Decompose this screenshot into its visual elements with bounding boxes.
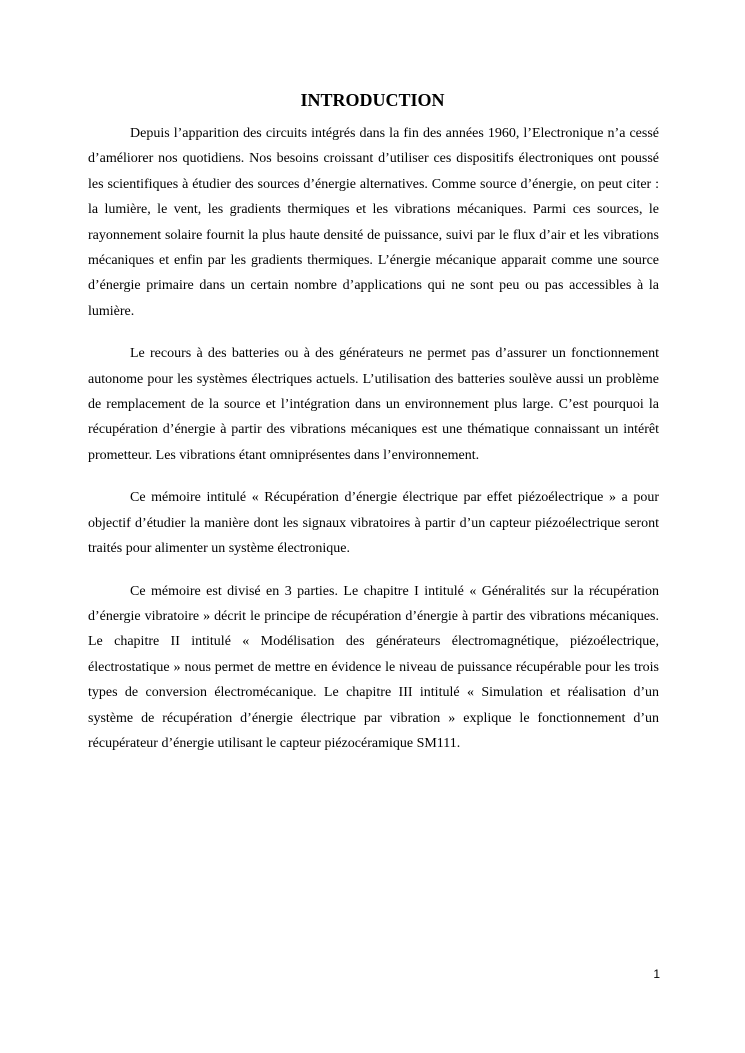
- page-title: INTRODUCTION: [300, 90, 445, 110]
- page-number: 1: [653, 967, 660, 981]
- paragraph-4: Ce mémoire est divisé en 3 parties. Le chapitre I intitulé « Généralités sur la récupération d’énergie vibratoire » décrit le principe de récupération d’énergie à partir des vibrations mécaniques. Le chapitre II intitulé « Modélisation des générateurs électromagnétique, piézoélectrique, électrostatique » nous permet de mettre en évidence le niveau de puissance récupérable pour les trois types de conversion électromécanique. Le chapitre III intitulé « Simulation et réalisation d’un système de récupération d’énergie électrique par vibration » explique le fonctionnement d’un récupérateur d’énergie utilisant le capteur piézocéramique SM111.: [88, 583, 659, 751]
- paragraph-1: Depuis l’apparition des circuits intégrés dans la fin des années 1960, l’Electronique n’a cessé d’améliorer nos quotidiens. Nos besoins croissant d’utiliser ces dispositifs électroniques ont poussé les scientifiques à étudier des sources d’énergie alternatives. Comme source d’énergie, on peut citer : la lumière, le vent, les gradients thermiques et les vibrations mécaniques. Parmi ces sources, le rayonnement solaire fournit la plus haute densité de puissance, suivi par le flux d’air et les vibrations mécaniques et enfin par les gradients thermiques. L’énergie mécanique apparait comme une source d’énergie primaire dans un certain nombre d’applications qui ne sont peu ou pas accessibles à la lumière.: [88, 126, 659, 319]
- paragraph-3: Ce mémoire intitulé « Récupération d’énergie électrique par effet piézoélectrique » a pour objectif d’étudier la manière dont les signaux vibratoires à partir d’un capteur piézoélectrique seront traités pour alimenter un système électronique.: [88, 490, 659, 557]
- paragraph-2: Le recours à des batteries ou à des générateurs ne permet pas d’assurer un fonctionnement autonome pour les systèmes électriques actuels. L’utilisation des batteries soulève aussi un problème de remplacement de la source et l’intégration dans un environnement plus large. C’est pourquoi la récupération d’énergie à partir des vibrations mécaniques est une thématique connaissant un intérêt prometteur. Les vibrations étant omniprésentes dans l’environnement.: [88, 346, 659, 463]
- document-body: [88, 121, 659, 773]
